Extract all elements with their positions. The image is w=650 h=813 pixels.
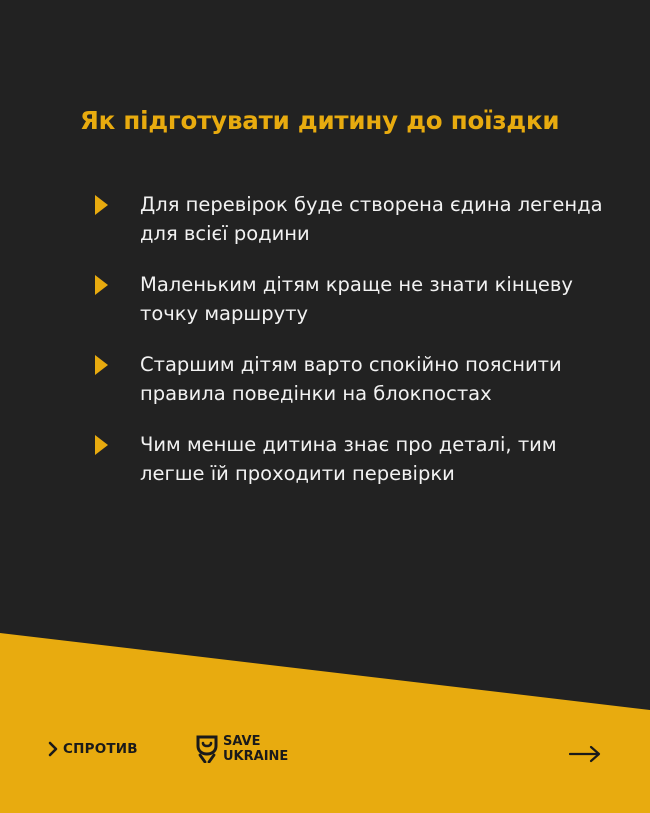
play-triangle-icon	[95, 435, 108, 455]
play-triangle-icon	[95, 275, 108, 295]
list-item-text: Маленьким дітям краще не знати кінцеву точку маршруту	[140, 273, 573, 325]
logo-line-save: SAVE	[223, 734, 261, 749]
save-ukraine-logo-icon	[196, 735, 218, 763]
page-title: Як підготувати дитину до поїздки	[80, 106, 560, 135]
list-item-text: Чим менше дитина знає про деталі, тим легше їй проходити перевірки	[140, 433, 557, 485]
play-triangle-icon	[95, 195, 108, 215]
brand-sprotyv	[48, 740, 138, 758]
chevron-right-icon	[48, 741, 58, 757]
save-ukraine-logo	[196, 734, 288, 764]
logo-line-ukraine: UKRAINE	[223, 749, 289, 764]
list-item-text: Старшим дітям варто спокійно пояснити правила поведінки на блокпостах	[140, 353, 562, 405]
list-item-text: Для перевірок буде створена єдина легенда для всієї родини	[140, 193, 603, 245]
brand-name: СПРОТИВ	[63, 741, 138, 757]
arrow-right-icon[interactable]	[569, 745, 601, 763]
play-triangle-icon	[95, 355, 108, 375]
